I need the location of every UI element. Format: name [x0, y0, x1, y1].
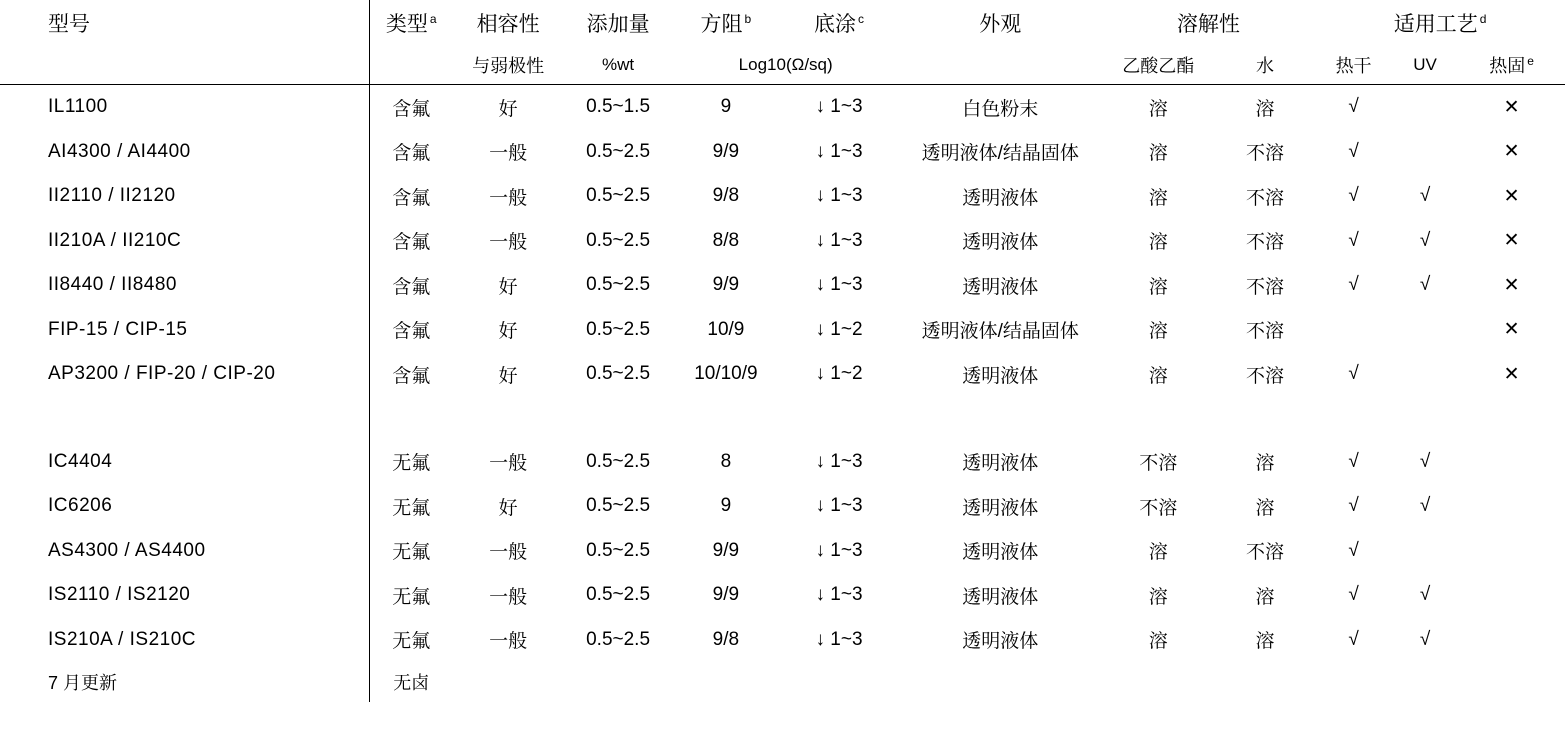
table-header: [0, 0, 1565, 85]
cell-solubility-ethyl-acetate: 不溶: [1139, 497, 1178, 519]
cell-process-uv: [1392, 352, 1458, 397]
column-header-sheet-resistance: [673, 0, 780, 46]
cell-dosage: 0.5~2.5: [586, 229, 651, 251]
table-row: [0, 529, 1565, 574]
spacer-cell: [0, 397, 369, 440]
cell-process-uv: [1392, 308, 1458, 353]
cell-dosage: 0.5~2.5: [586, 628, 651, 650]
cell-process-uv: √: [1419, 628, 1431, 650]
cell-type: 无氟: [369, 440, 452, 485]
column-header-process-label: 适用工艺: [1393, 13, 1478, 36]
cell-primer: ↓ 1~2: [815, 318, 863, 340]
cell-compatibility: 好: [498, 497, 518, 519]
column-subheader-solubility-water-label: 水: [1255, 56, 1274, 76]
cell-process-uv: [1392, 529, 1458, 574]
column-header-sheet-resistance-label: 方阻: [700, 13, 743, 36]
cell-primer: ↓ 1~3: [815, 274, 863, 296]
cell-appearance: 透明液体: [962, 453, 1039, 475]
cell-type: 无氟: [369, 618, 452, 663]
column-subheader-process-dry-label: 热干: [1335, 56, 1372, 76]
footer-empty: [453, 662, 564, 702]
cell-process-thermal-dry: √: [1348, 495, 1359, 517]
column-subheader-process-uv-label: UV: [1413, 55, 1437, 74]
cell-sheet-resistance: 10/9: [707, 318, 745, 340]
column-header-primer-superscript: c: [858, 12, 865, 26]
cell-solubility-water: 溶: [1255, 453, 1275, 475]
spacer-cell: [453, 397, 1565, 440]
cell-type: 无氟: [369, 484, 452, 529]
cell-process-thermal-dry: √: [1348, 274, 1359, 296]
footer-empty: [1315, 662, 1392, 702]
footer-empty: [564, 662, 673, 702]
table-row: [0, 618, 1565, 663]
cell-appearance: 透明液体: [962, 365, 1039, 387]
table-row: [0, 263, 1565, 308]
cell-model: IS2110 / IS2120: [48, 584, 191, 606]
table-row: [0, 219, 1565, 264]
cell-compatibility: 一般: [489, 586, 528, 608]
cell-type: 含氟: [369, 174, 452, 219]
cell-appearance: 透明液体: [962, 232, 1039, 254]
cell-process-thermal-cure: ✕: [1503, 141, 1520, 163]
cell-appearance: 透明液体/结晶固体: [921, 321, 1079, 343]
cell-primer: ↓ 1~3: [815, 140, 863, 162]
column-subheader-solubility-ea-label: 乙酸乙酯: [1122, 56, 1195, 76]
column-subheader-process-dry: [1315, 46, 1392, 84]
cell-process-thermal-cure: ✕: [1503, 274, 1520, 296]
cell-process-uv: √: [1419, 229, 1431, 251]
column-header-primer: [779, 0, 899, 46]
table-row: [0, 352, 1565, 397]
table-row: [0, 308, 1565, 353]
cell-primer: ↓ 1~3: [815, 584, 863, 606]
cell-dosage: 0.5~2.5: [586, 140, 651, 162]
cell-solubility-water: 不溶: [1245, 321, 1284, 343]
cell-process-thermal-dry: [1315, 308, 1392, 353]
cell-solubility-ethyl-acetate: 溶: [1148, 187, 1168, 209]
cell-sheet-resistance: 9/8: [712, 185, 740, 207]
column-subheader-dosage: [564, 46, 673, 84]
cell-solubility-water: 不溶: [1245, 187, 1284, 209]
cell-compatibility: 一般: [489, 542, 528, 564]
column-header-type-superscript: a: [429, 12, 437, 26]
cell-process-thermal-dry: √: [1348, 363, 1359, 385]
cell-dosage: 0.5~1.5: [586, 96, 651, 118]
cell-solubility-water: 不溶: [1245, 365, 1284, 387]
cell-sheet-resistance: 9/8: [712, 628, 740, 650]
cell-dosage: 0.5~2.5: [586, 495, 651, 517]
column-header-appearance: [899, 0, 1102, 46]
cell-primer: ↓ 1~2: [815, 363, 863, 385]
column-subheader-process-thermal-label: 热固: [1489, 56, 1526, 76]
cell-dosage: 0.5~2.5: [586, 450, 651, 472]
cell-solubility-water: 溶: [1255, 631, 1275, 653]
table-row: [0, 484, 1565, 529]
footer-note: 7 月更新: [48, 673, 118, 693]
cell-process-thermal-cure: [1458, 618, 1565, 663]
cell-appearance: 透明液体: [962, 542, 1039, 564]
table-row-spacer: [0, 397, 1565, 440]
cell-process-uv: [1392, 130, 1458, 175]
cell-solubility-water: 溶: [1255, 497, 1275, 519]
cell-primer: ↓ 1~3: [815, 628, 863, 650]
cell-solubility-water: 溶: [1255, 98, 1275, 120]
cell-dosage: 0.5~2.5: [586, 185, 651, 207]
cell-model: AS4300 / AS4400: [48, 539, 206, 561]
cell-process-thermal-cure: ✕: [1503, 230, 1520, 252]
column-subheader-process-uv: [1392, 46, 1458, 84]
cell-sheet-resistance: 9: [720, 495, 732, 517]
column-subheader-appearance-empty: [899, 46, 1102, 84]
cell-model: IC4404: [48, 450, 113, 472]
cell-compatibility: 好: [498, 321, 518, 343]
cell-solubility-ethyl-acetate: 不溶: [1139, 453, 1178, 475]
header-row-primary: [0, 0, 1565, 46]
cell-appearance: 透明液体: [962, 276, 1039, 298]
column-header-solubility: [1102, 0, 1316, 46]
cell-sheet-resistance: 8: [720, 450, 732, 472]
cell-sheet-resistance: 10/10/9: [694, 363, 758, 385]
cell-process-thermal-dry: √: [1348, 229, 1359, 251]
column-subheader-sheet-resistance: [673, 46, 899, 84]
cell-solubility-water: 溶: [1255, 586, 1275, 608]
cell-sheet-resistance: 9/9: [712, 274, 740, 296]
cell-process-thermal-cure: ✕: [1503, 185, 1520, 207]
table-row: [0, 174, 1565, 219]
cell-solubility-ethyl-acetate: 溶: [1148, 98, 1168, 120]
cell-primer: ↓ 1~3: [815, 495, 863, 517]
footer-empty: [1458, 662, 1565, 702]
cell-compatibility: 一般: [489, 631, 528, 653]
cell-type: 无氟: [369, 573, 452, 618]
cell-dosage: 0.5~2.5: [586, 363, 651, 385]
cell-compatibility: 一般: [489, 453, 528, 475]
table-row: [0, 440, 1565, 485]
cell-compatibility: 一般: [489, 143, 528, 165]
column-header-appearance-label: 外观: [979, 13, 1022, 36]
footer-empty: [673, 662, 780, 702]
cell-process-thermal-cure: [1458, 484, 1565, 529]
cell-solubility-ethyl-acetate: 溶: [1148, 232, 1168, 254]
cell-appearance: 透明液体: [962, 497, 1039, 519]
cell-sheet-resistance: 9: [720, 96, 732, 118]
cell-appearance: 透明液体: [962, 631, 1039, 653]
cell-process-thermal-dry: √: [1348, 96, 1359, 118]
table-row: [0, 573, 1565, 618]
column-header-dosage: [564, 0, 673, 46]
cell-type: 含氟: [369, 130, 452, 175]
column-subheader-sheet-resistance-label: Log10(Ω/sq): [738, 55, 833, 74]
cell-appearance: 透明液体/结晶固体: [921, 143, 1079, 165]
cell-dosage: 0.5~2.5: [586, 274, 651, 296]
cell-appearance: 透明液体: [962, 187, 1039, 209]
footer-empty: [1392, 662, 1458, 702]
cell-appearance: 透明液体: [962, 586, 1039, 608]
cell-solubility-ethyl-acetate: 溶: [1148, 276, 1168, 298]
footer-empty: [779, 662, 899, 702]
footer-empty: [899, 662, 1102, 702]
column-header-type: [369, 0, 452, 46]
cell-compatibility: 一般: [489, 232, 528, 254]
cell-sheet-resistance: 9/9: [712, 140, 740, 162]
table-row: [0, 85, 1565, 130]
cell-sheet-resistance: 9/9: [712, 584, 740, 606]
cell-solubility-ethyl-acetate: 溶: [1148, 321, 1168, 343]
cell-model: II2110 / II2120: [48, 185, 176, 207]
column-subheader-compat: [453, 46, 564, 84]
cell-process-thermal-cure: ✕: [1503, 363, 1520, 385]
cell-process-thermal-cure: ✕: [1503, 319, 1520, 341]
cell-primer: ↓ 1~3: [815, 450, 863, 472]
cell-compatibility: 好: [498, 98, 518, 120]
cell-solubility-water: 不溶: [1245, 143, 1284, 165]
cell-model: AI4300 / AI4400: [48, 140, 191, 162]
cell-process-thermal-cure: ✕: [1503, 96, 1520, 118]
cell-process-thermal-dry: √: [1348, 539, 1359, 561]
cell-solubility-ethyl-acetate: 溶: [1148, 365, 1168, 387]
cell-process-thermal-cure: [1458, 529, 1565, 574]
spacer-cell: [369, 397, 452, 440]
cell-primer: ↓ 1~3: [815, 229, 863, 251]
cell-dosage: 0.5~2.5: [586, 539, 651, 561]
cell-model: II210A / II210C: [48, 229, 182, 251]
cell-process-thermal-cure: [1458, 440, 1565, 485]
column-subheader-dosage-label: %wt: [602, 55, 635, 74]
cell-appearance: 白色粉末: [962, 98, 1039, 120]
column-header-model: [0, 0, 369, 46]
cell-model: AP3200 / FIP-20 / CIP-20: [48, 363, 276, 385]
cell-type: 含氟: [369, 219, 452, 264]
cell-sheet-resistance: 9/9: [712, 539, 740, 561]
cell-model: IC6206: [48, 495, 113, 517]
table-footer: [0, 662, 1565, 702]
cell-solubility-ethyl-acetate: 溶: [1148, 542, 1168, 564]
cell-model: FIP-15 / CIP-15: [48, 318, 188, 340]
column-subheader-model-empty: [0, 46, 369, 84]
cell-type: 无氟: [369, 529, 452, 574]
cell-type: 含氟: [369, 308, 452, 353]
cell-solubility-ethyl-acetate: 溶: [1148, 143, 1168, 165]
footer-row: [0, 662, 1565, 702]
table-body: [0, 85, 1565, 663]
table-row: [0, 130, 1565, 175]
footer-empty: [1215, 662, 1315, 702]
cell-compatibility: 好: [498, 276, 518, 298]
cell-process-uv: √: [1419, 185, 1431, 207]
cell-process-thermal-dry: √: [1348, 628, 1359, 650]
cell-primer: ↓ 1~3: [815, 539, 863, 561]
cell-model: IL1100: [48, 96, 108, 118]
column-subheader-type-empty: [369, 46, 452, 84]
column-header-compat-label: 相容性: [476, 13, 540, 36]
cell-process-thermal-dry: √: [1348, 185, 1359, 207]
cell-compatibility: 好: [498, 365, 518, 387]
cell-process-uv: √: [1419, 495, 1431, 517]
cell-type: 含氟: [369, 352, 452, 397]
column-header-type-label: 类型: [385, 13, 428, 36]
cell-process-thermal-dry: √: [1348, 140, 1359, 162]
cell-sheet-resistance: 8/8: [712, 229, 740, 251]
column-subheader-compat-label: 与弱极性: [472, 56, 545, 76]
cell-type: 含氟: [369, 85, 452, 130]
column-subheader-process-thermal: [1458, 46, 1565, 84]
cell-primer: ↓ 1~3: [815, 185, 863, 207]
column-subheader-solubility-ea: [1102, 46, 1215, 84]
column-header-model-label: 型号: [48, 13, 90, 36]
column-subheader-solubility-water: [1215, 46, 1315, 84]
cell-dosage: 0.5~2.5: [586, 584, 651, 606]
column-header-sheet-resistance-superscript: b: [744, 12, 752, 26]
column-header-compat: [453, 0, 564, 46]
cell-solubility-ethyl-acetate: 溶: [1148, 631, 1168, 653]
cell-primer: ↓ 1~3: [815, 96, 863, 118]
cell-solubility-water: 不溶: [1245, 542, 1284, 564]
column-header-primer-label: 底涂: [814, 13, 857, 36]
cell-process-uv: √: [1419, 274, 1431, 296]
cell-process-uv: [1392, 85, 1458, 130]
cell-process-thermal-cure: [1458, 573, 1565, 618]
cell-model: II8440 / II8480: [48, 274, 177, 296]
column-header-process: [1315, 0, 1565, 46]
cell-solubility-ethyl-acetate: 溶: [1148, 586, 1168, 608]
cell-process-thermal-dry: √: [1348, 450, 1359, 472]
cell-compatibility: 一般: [489, 187, 528, 209]
cell-solubility-water: 不溶: [1245, 232, 1284, 254]
column-subheader-process-thermal-superscript: e: [1527, 54, 1534, 68]
column-header-dosage-label: 添加量: [586, 13, 650, 36]
cell-model: IS210A / IS210C: [48, 628, 196, 650]
cell-type: 含氟: [369, 263, 452, 308]
cell-solubility-water: 不溶: [1245, 276, 1284, 298]
cell-process-uv: √: [1419, 450, 1431, 472]
cell-process-thermal-dry: √: [1348, 584, 1359, 606]
cell-process-uv: √: [1419, 584, 1431, 606]
header-row-secondary: [0, 46, 1565, 84]
cell-dosage: 0.5~2.5: [586, 318, 651, 340]
footer-type: 无卤: [369, 662, 452, 702]
footer-empty: [1102, 662, 1215, 702]
column-header-solubility-label: 溶解性: [1176, 13, 1240, 36]
column-header-process-superscript: d: [1479, 12, 1487, 26]
